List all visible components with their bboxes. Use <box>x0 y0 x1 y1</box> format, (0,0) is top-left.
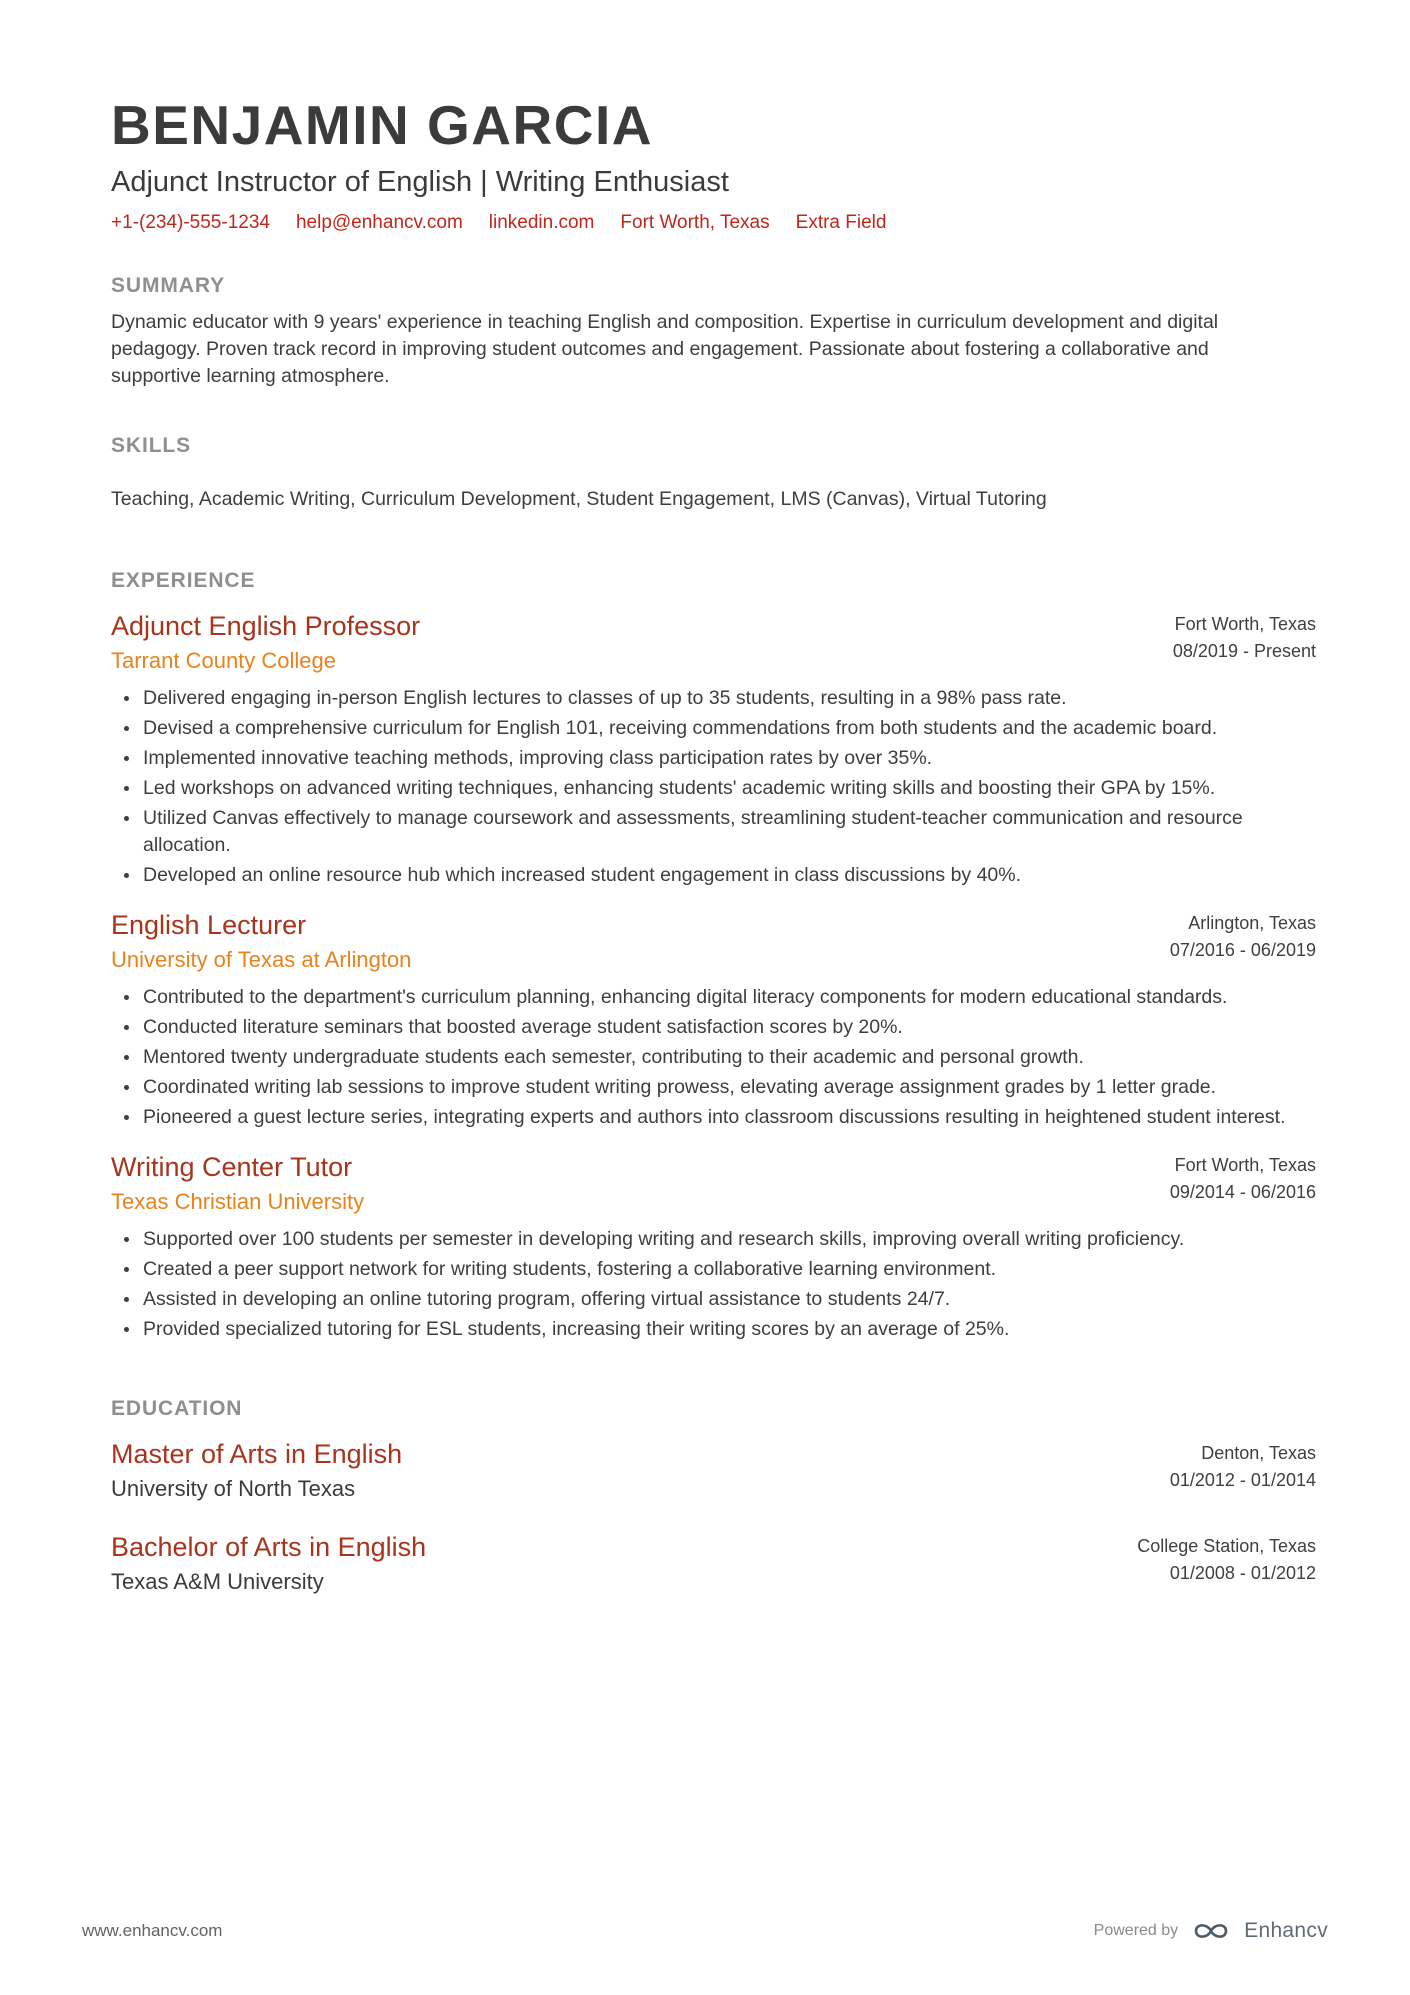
contact-linkedin[interactable]: linkedin.com <box>488 211 595 233</box>
degree-meta <box>1170 1437 1316 1494</box>
summary-section <box>111 274 1316 390</box>
contact-email[interactable]: help@enhancv.com <box>295 211 463 233</box>
bullet-item: Supported over 100 students per semester in developing writing and research skills, improving overall writing proficiency. <box>143 1226 1303 1253</box>
summary-text: Dynamic educator with 9 years' experience in teaching English and composition. Expertise in curriculum development and digital pedagogy. Proven track record in improving student outcomes and engagement. Passionate about fostering a collaborative and supportive learning atmosphere. <box>111 310 1219 387</box>
powered-by-enhancv[interactable] <box>1094 1919 1328 1943</box>
bullet-item: Contributed to the department's curriculum planning, enhancing digital literacy components for modern educational standards. <box>143 984 1303 1011</box>
bullet-item: Delivered engaging in-person English lectures to classes of up to 35 students, resulting in a 98% pass rate. <box>143 685 1303 712</box>
contact-phone[interactable]: +1-(234)-555-1234 <box>111 211 270 233</box>
bullet-item: Developed an online resource hub which increased student engagement in class discussions by 40%. <box>143 862 1303 889</box>
bullet-item: Assisted in developing an online tutoring program, offering virtual assistance to students 24/7. <box>143 1286 1303 1313</box>
degree-school: Texas A&M University <box>111 1568 324 1594</box>
bullet-list <box>111 685 1316 889</box>
bullet-item: Devised a comprehensive curriculum for English 101, receiving commendations from both students and the academic board. <box>143 715 1303 742</box>
resume-headline: Adjunct Instructor of English | Writing Enthusiast <box>111 166 729 199</box>
degree-school: University of North Texas <box>111 1475 356 1501</box>
bullet-item: Provided specialized tutoring for ESL students, increasing their writing scores by an average of 25%. <box>143 1316 1303 1343</box>
degree-entry <box>111 1437 1316 1504</box>
degree-title: Bachelor of Arts in English <box>111 1531 427 1562</box>
job-company: Tarrant County College <box>111 647 337 673</box>
resume-header <box>111 96 1316 234</box>
enhancv-brand-text: Enhancv <box>1244 1919 1328 1942</box>
degree-location: College Station, Texas <box>1137 1535 1316 1556</box>
skills-heading: SKILLS <box>111 433 192 457</box>
education-heading: EDUCATION <box>111 1396 243 1420</box>
contact-location: Fort Worth, Texas <box>620 211 770 233</box>
job-entry-head <box>111 608 1316 676</box>
job-location: Fort Worth, Texas <box>1174 613 1316 634</box>
degree-entry-left <box>111 1530 426 1597</box>
degree-entry-head <box>111 1530 1316 1597</box>
skills-text: Teaching, Academic Writing, Curriculum Development, Student Engagement, LMS (Canvas), Virtual Tutoring <box>111 487 1047 510</box>
bullet-item: Pioneered a guest lecture series, integrating experts and authors into classroom discussions resulting in heightened student interest. <box>143 1104 1303 1131</box>
job-entry-head <box>111 907 1316 975</box>
job-dates: 08/2019 - Present <box>1172 640 1316 661</box>
bullet-item: Mentored twenty undergraduate students each semester, contributing to their academic and personal growth. <box>143 1044 1303 1071</box>
contact-extra-field: Extra Field <box>795 211 887 233</box>
enhancv-logo-icon <box>1190 1919 1232 1943</box>
degree-dates: 01/2012 - 01/2014 <box>1169 1469 1316 1490</box>
degree-meta <box>1137 1530 1316 1587</box>
job-title: English Lecturer <box>111 909 307 940</box>
summary-heading: SUMMARY <box>111 273 226 297</box>
resume-name: BENJAMIN GARCIA <box>111 94 653 156</box>
job-entry <box>111 1149 1316 1343</box>
page-footer <box>82 1919 1328 1943</box>
bullet-item: Conducted literature seminars that boosted average student satisfaction scores by 20%. <box>143 1014 1303 1041</box>
job-meta <box>1170 907 1316 964</box>
degree-dates: 01/2008 - 01/2012 <box>1169 1562 1316 1583</box>
job-title: Writing Center Tutor <box>111 1151 353 1182</box>
experience-section <box>111 569 1316 1343</box>
degree-title: Master of Arts in English <box>111 1438 403 1469</box>
experience-heading: EXPERIENCE <box>111 568 256 592</box>
job-company: University of Texas at Arlington <box>111 946 412 972</box>
degree-entry-head <box>111 1437 1316 1504</box>
bullet-item: Utilized Canvas effectively to manage coursework and assessments, streamlining student-teacher communication and resource allocation. <box>143 805 1303 859</box>
job-entry-left <box>111 1149 364 1217</box>
job-entry-head <box>111 1149 1316 1217</box>
bullet-item: Implemented innovative teaching methods, improving class participation rates by over 35%. <box>143 745 1303 772</box>
job-meta <box>1170 1149 1316 1206</box>
bullet-item: Coordinated writing lab sessions to improve student writing prowess, elevating average assignment grades by 1 letter grade. <box>143 1074 1303 1101</box>
job-entry-left <box>111 907 411 975</box>
job-title: Adjunct English Professor <box>111 610 421 641</box>
degree-entry-left <box>111 1437 402 1504</box>
job-meta <box>1173 608 1316 665</box>
contact-row <box>111 212 1316 234</box>
job-dates: 09/2014 - 06/2016 <box>1169 1181 1316 1202</box>
powered-by-label: Powered by <box>1093 1922 1179 1939</box>
job-entry <box>111 608 1316 889</box>
job-location: Fort Worth, Texas <box>1174 1154 1316 1175</box>
job-location: Arlington, Texas <box>1188 912 1316 933</box>
job-entry <box>111 907 1316 1131</box>
bullet-list <box>111 984 1316 1131</box>
bullet-list <box>111 1226 1316 1343</box>
bullet-item: Led workshops on advanced writing techniques, enhancing students' academic writing skills and boosting their GPA by 15%. <box>143 775 1303 802</box>
job-company: Texas Christian University <box>111 1188 365 1214</box>
education-section <box>111 1397 1316 1597</box>
job-entry-left <box>111 608 420 676</box>
job-dates: 07/2016 - 06/2019 <box>1169 939 1316 960</box>
degree-location: Denton, Texas <box>1201 1442 1316 1463</box>
degree-entry <box>111 1530 1316 1597</box>
skills-section <box>111 434 1316 513</box>
bullet-item: Created a peer support network for writing students, fostering a collaborative learning environment. <box>143 1256 1303 1283</box>
enhancv-site-link[interactable]: www.enhancv.com <box>82 1921 223 1940</box>
